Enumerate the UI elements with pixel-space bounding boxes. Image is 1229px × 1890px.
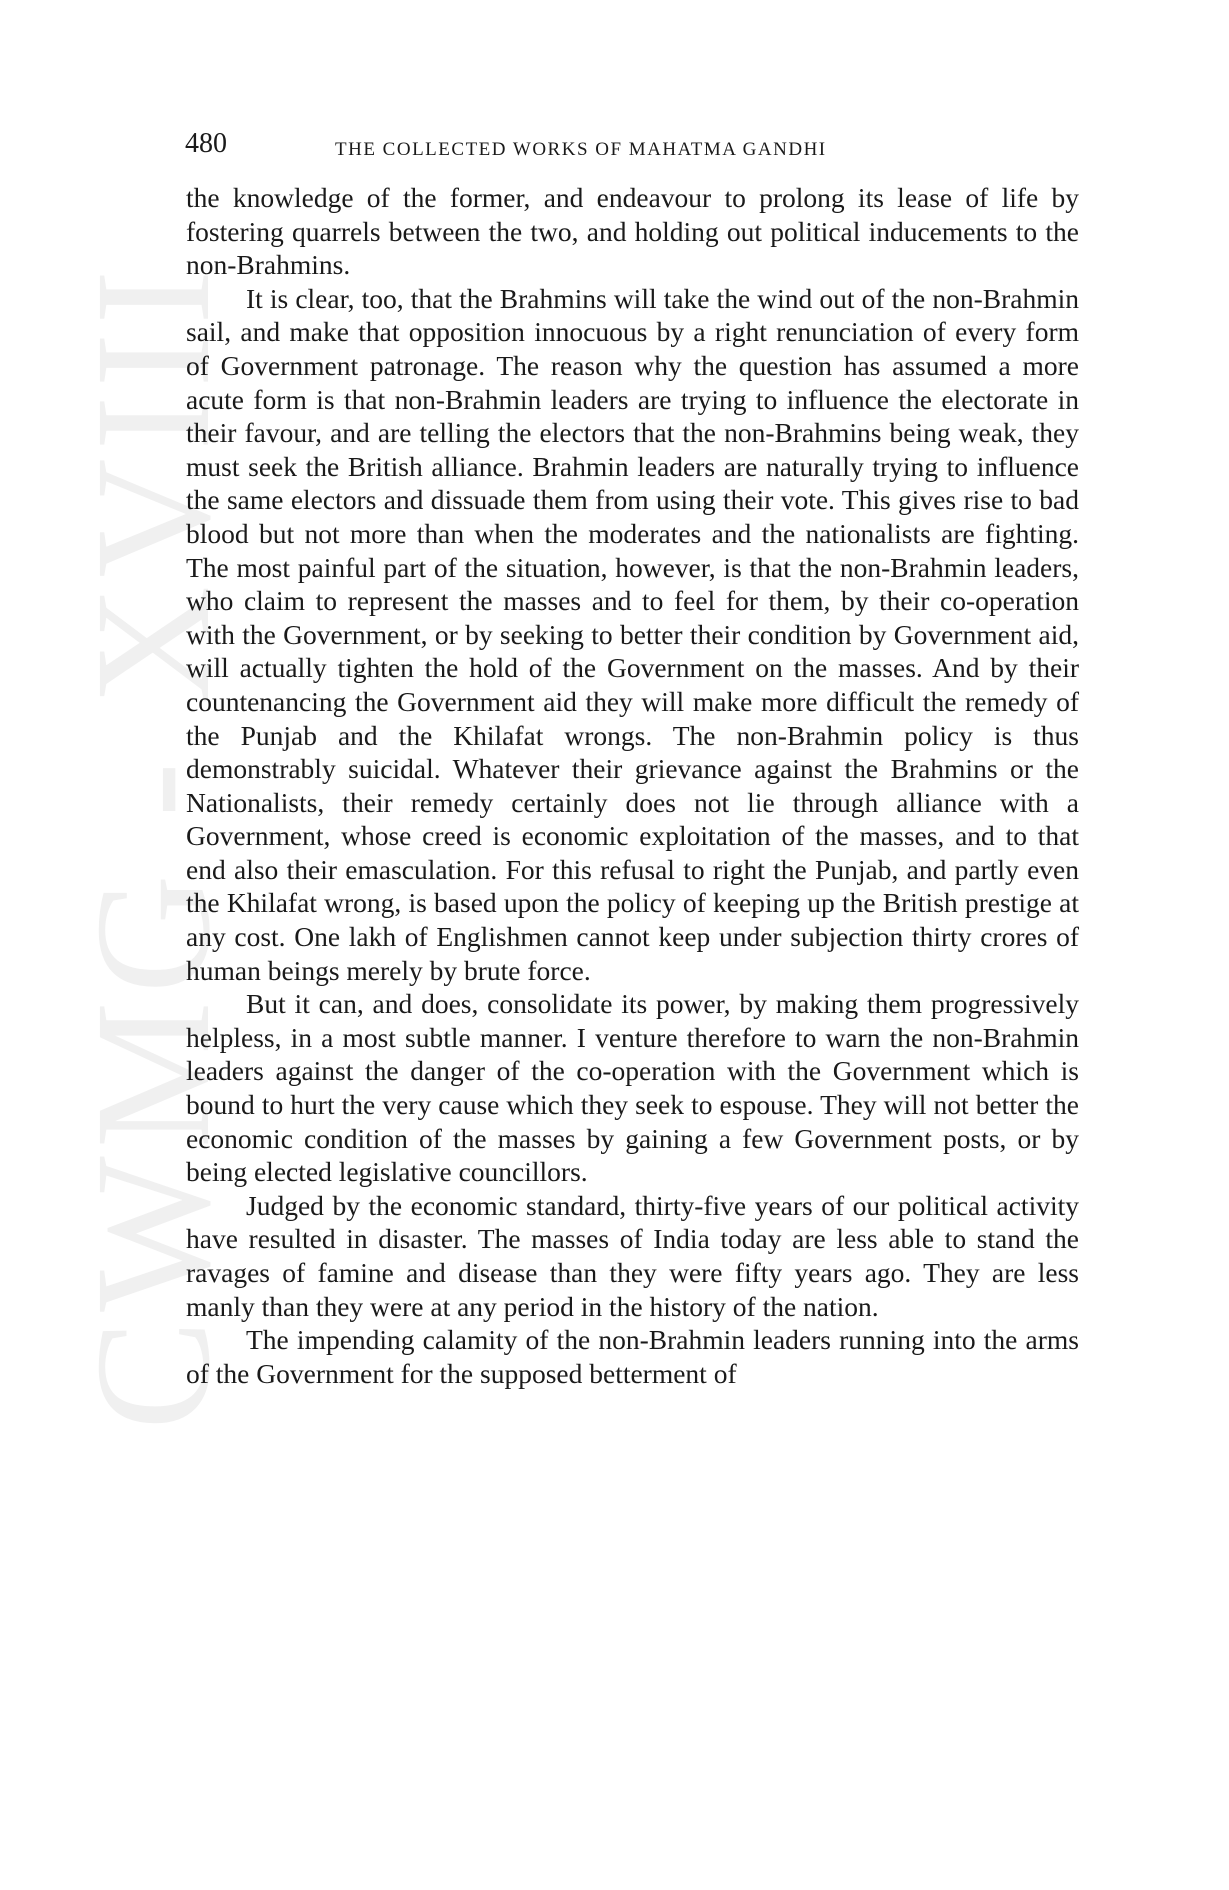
page-number: 480: [185, 128, 227, 159]
paragraph-1: the knowledge of the former, and endeavour to prolong its lease of life by fostering quarrels between the two, and holding out political inducements to the non-Brahmins.: [186, 182, 1079, 281]
page-body: [186, 181, 1079, 1390]
watermark: CWMG - XVIII: [61, 261, 244, 1430]
paragraph-4: Judged by the economic standard, thirty-five years of our political activity have resulted in disaster. The masses of India today are less able to stand the ravages of famine and disease than they were fifty years ago. They are less manly than they were at any period in the history of the nation.: [186, 1189, 1079, 1322]
running-head: THE COLLECTED WORKS OF MAHATMA GANDHI: [335, 139, 827, 160]
page-header: [185, 128, 1080, 168]
paragraph-2: It is clear, too, that the Brahmins will take the wind out of the non-Brahmin sail, and make that opposition innocuous by a right renunciation of every form of Government patronage. The reason why the question has assumed a more acute form is that non-Brahmin leaders are trying to influence the electorate in their favour, and are telling the electors that the non-Brahmins being weak, they must seek the British alliance. Brahmin leaders are naturally trying to influence the same electors and dissuade them from using their vote. This gives rise to bad blood but not more than when the moderates and the nationalists are fighting. The most painful part of the situation, however, is that the non-Brahmin leaders, who claim to represent the masses and to feel for them, by their co-operation with the Government, or by seeking to better their condition by Government aid, will actually tighten the hold of the Government on the masses. And by their countenancing the Government aid they will make more difficult the remedy of the Punjab and the Khilafat wrongs. The non-Brahmin policy is thus demonstrably suicidal. Whatever their grievance against the Brahmins or the Nationalists, their remedy certainly does not lie through alliance with a Government, whose creed is economic exploitation of the masses, and to that end also their emasculation. For this refusal to right the Punjab, and partly even the Khilafat wrong, is based upon the policy of keeping up the British prestige at any cost. One lakh of Englishmen cannot keep under subjection thirty crores of human beings merely by brute force.: [186, 282, 1079, 986]
paragraph-5: The impending calamity of the non-Brahmin leaders running into the arms of the Government for the supposed betterment of: [186, 1324, 1079, 1389]
paragraph-3: But it can, and does, consolidate its power, by making them progressively helpless, in a most subtle manner. I venture therefore to warn the non-Brahmin leaders against the danger of the co-operation with the Government which is bound to hurt the very cause which they seek to espouse. They will not better the economic condition of the masses by gaining a few Government posts, or by being elected legislative councillors.: [186, 988, 1079, 1188]
